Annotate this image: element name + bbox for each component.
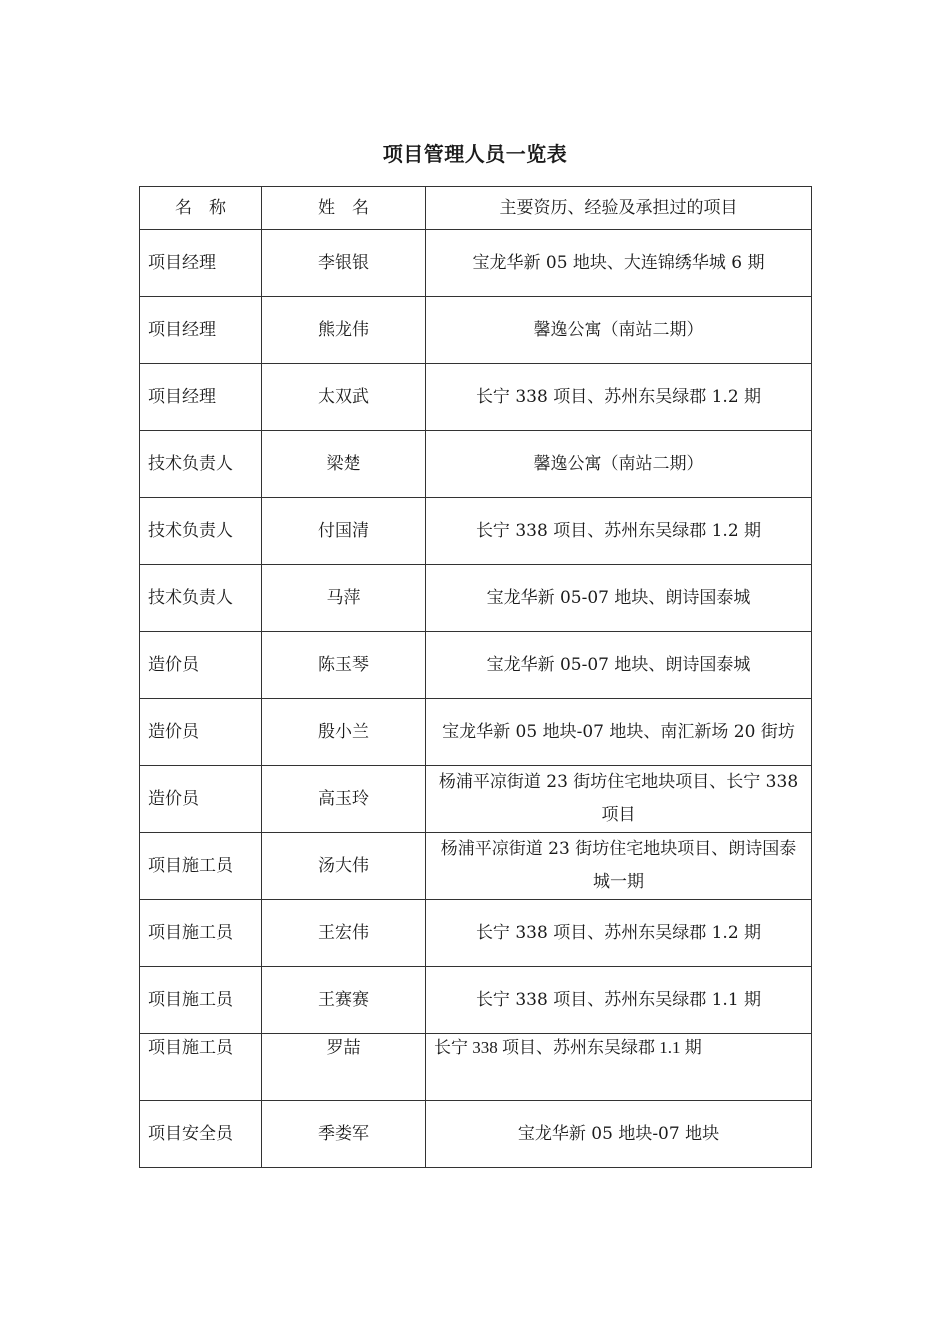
- name-cell: 汤大伟: [262, 833, 426, 900]
- projects-cell: 杨浦平凉街道 23 街坊住宅地块项目、长宁 338 项目: [426, 766, 812, 833]
- staff-table: [139, 186, 812, 1168]
- projects-cell: 宝龙华新 05-07 地块、朗诗国泰城: [426, 632, 812, 699]
- page-title: 项目管理人员一览表: [382, 142, 568, 166]
- table-row: [140, 632, 812, 699]
- projects-cell: 长宁 338 项目、苏州东吴绿郡 1.2 期: [426, 498, 812, 565]
- table-row: [140, 1101, 812, 1168]
- projects-cell: 馨逸公寓（南站二期）: [426, 297, 812, 364]
- projects-cell: 长宁 338 项目、苏州东吴绿郡 1.2 期: [426, 364, 812, 431]
- table-row: [140, 498, 812, 565]
- projects-cell: 宝龙华新 05 地块-07 地块、南汇新场 20 街坊: [426, 699, 812, 766]
- header-projects: 主要资历、经验及承担过的项目: [426, 187, 812, 230]
- name-cell: 季娄军: [262, 1101, 426, 1168]
- name-cell: 高玉玲: [262, 766, 426, 833]
- projects-cell: 长宁 338 项目、苏州东吴绿郡 1.1 期: [426, 967, 812, 1034]
- role-cell: 技术负责人: [140, 565, 262, 632]
- name-cell: 熊龙伟: [262, 297, 426, 364]
- name-cell: 王赛赛: [262, 967, 426, 1034]
- header-role: 名 称: [140, 187, 262, 230]
- name-cell: 李银银: [262, 230, 426, 297]
- projects-cell: 馨逸公寓（南站二期）: [426, 431, 812, 498]
- header-name: 姓 名: [262, 187, 426, 230]
- table-row: [140, 1034, 812, 1101]
- table-row: [140, 230, 812, 297]
- name-cell: 罗喆: [262, 1034, 426, 1101]
- projects-cell: 宝龙华新 05-07 地块、朗诗国泰城: [426, 565, 812, 632]
- role-cell: 造价员: [140, 766, 262, 833]
- role-cell: 技术负责人: [140, 498, 262, 565]
- role-cell: 造价员: [140, 632, 262, 699]
- role-cell: 项目施工员: [140, 1034, 262, 1101]
- role-cell: 造价员: [140, 699, 262, 766]
- table-row: [140, 833, 812, 900]
- table-row: [140, 364, 812, 431]
- table-row: [140, 967, 812, 1034]
- role-cell: 项目安全员: [140, 1101, 262, 1168]
- name-cell: 马萍: [262, 565, 426, 632]
- table-row: [140, 565, 812, 632]
- role-cell: 项目施工员: [140, 833, 262, 900]
- name-cell: 殷小兰: [262, 699, 426, 766]
- name-cell: 梁楚: [262, 431, 426, 498]
- role-cell: 项目经理: [140, 364, 262, 431]
- projects-cell: 长宁 338 项目、苏州东吴绿郡 1.2 期: [426, 900, 812, 967]
- role-cell: 项目经理: [140, 297, 262, 364]
- name-cell: 太双武: [262, 364, 426, 431]
- table-row: [140, 766, 812, 833]
- role-cell: 项目施工员: [140, 900, 262, 967]
- table-row: [140, 431, 812, 498]
- table-row: [140, 297, 812, 364]
- name-cell: 王宏伟: [262, 900, 426, 967]
- role-cell: 技术负责人: [140, 431, 262, 498]
- projects-cell: 长宁 338 项目、苏州东吴绿郡 1.1 期: [426, 1034, 812, 1101]
- projects-cell: 宝龙华新 05 地块-07 地块: [426, 1101, 812, 1168]
- name-cell: 陈玉琴: [262, 632, 426, 699]
- table-row: [140, 900, 812, 967]
- table-header-row: [140, 187, 812, 230]
- role-cell: 项目经理: [140, 230, 262, 297]
- name-cell: 付国清: [262, 498, 426, 565]
- table-row: [140, 699, 812, 766]
- role-cell: 项目施工员: [140, 967, 262, 1034]
- projects-cell: 宝龙华新 05 地块、大连锦绣华城 6 期: [426, 230, 812, 297]
- projects-cell: 杨浦平凉街道 23 街坊住宅地块项目、朗诗国泰城一期: [426, 833, 812, 900]
